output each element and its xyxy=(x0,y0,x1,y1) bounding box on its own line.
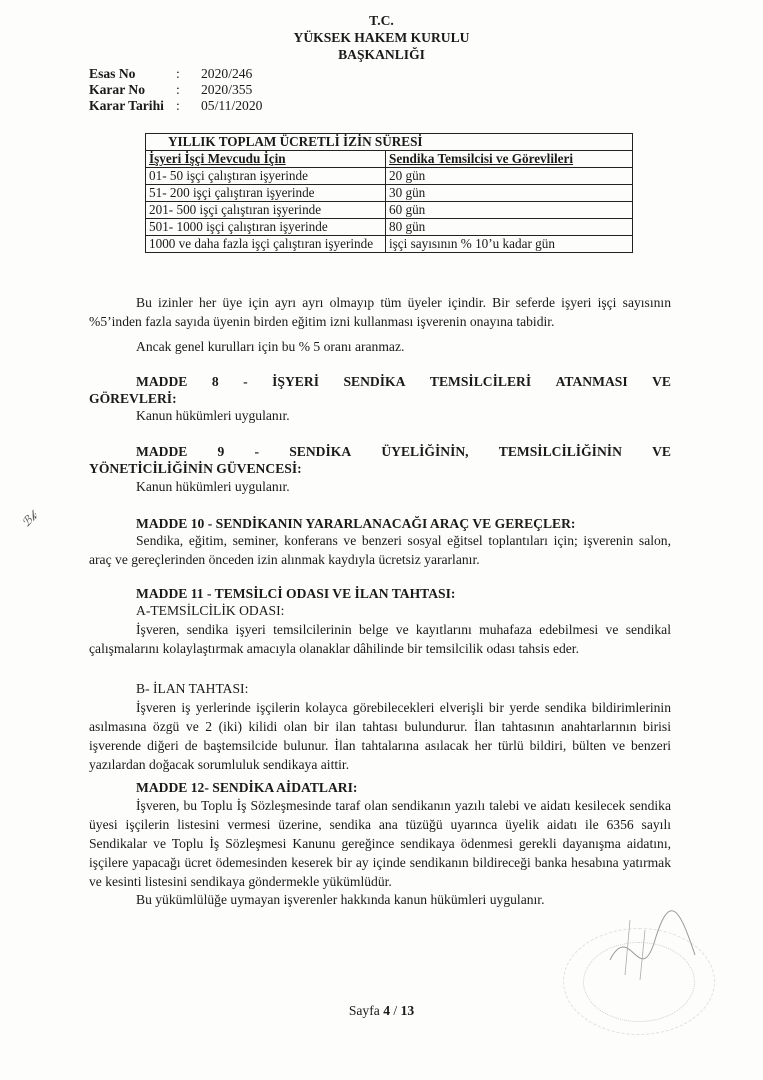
row-days: 60 gün xyxy=(386,202,633,219)
title-word: MADDE xyxy=(136,444,188,459)
row-range: 201- 500 işçi çalıştıran işyerinde xyxy=(146,202,386,219)
article-8-title xyxy=(136,373,671,391)
table-row xyxy=(146,202,633,219)
article-11-sub-a: A-TEMSİLCİLİK ODASI: xyxy=(136,603,285,618)
title-word: TEMSİLCİLİĞİNİN xyxy=(498,444,622,459)
title-word: SENDİKA xyxy=(289,444,352,459)
handwritten-initial-icon: ℬ𝓀 xyxy=(19,508,41,530)
table-row xyxy=(146,219,633,236)
article-9-title-cont: YÖNETİCİLİĞİNİN GÜVENCESİ: xyxy=(89,461,302,476)
title-word: - xyxy=(254,444,260,459)
table-title: YILLIK TOPLAM ÜCRETLİ İZİN SÜRESİ xyxy=(146,134,633,151)
header-tc: T.C. xyxy=(369,13,394,28)
title-word: 9 xyxy=(217,444,225,459)
table-title-row xyxy=(146,134,633,151)
row-days: işçi sayısının % 10’u kadar gün xyxy=(386,236,633,253)
row-range: 501- 1000 işçi çalıştıran işyerinde xyxy=(146,219,386,236)
table-row xyxy=(146,185,633,202)
title-word: VE xyxy=(652,374,671,389)
tarih-value: 05/11/2020 xyxy=(201,98,263,113)
row-days: 80 gün xyxy=(386,219,633,236)
article-12-body-2: Bu yükümlülüğe uymayan işverenler hakkında kanun hükümleri uygulanır. xyxy=(136,892,545,907)
article-10-title: MADDE 10 - SENDİKANIN YARARLANACAĞI ARAÇ VE GEREÇLER: xyxy=(136,516,576,531)
article-8-body: Kanun hükümleri uygulanır. xyxy=(136,408,290,423)
karar-label: Karar No xyxy=(89,82,146,97)
row-range: 51- 200 işçi çalıştıran işyerinde xyxy=(146,185,386,202)
article-11-title: MADDE 11 - TEMSİLCİ ODASI VE İLAN TAHTASI: xyxy=(136,586,456,601)
page-total: 13 xyxy=(400,1003,415,1018)
title-word: İŞYERİ xyxy=(272,374,319,389)
article-12-title: MADDE 12- SENDİKA AİDATLARI: xyxy=(136,780,358,795)
header-institution: YÜKSEK HAKEM KURULU xyxy=(293,30,470,45)
row-range: 1000 ve daha fazla işçi çalıştıran işyerinde xyxy=(146,236,386,253)
row-days: 20 gün xyxy=(386,168,633,185)
page-current: 4 xyxy=(383,1003,390,1018)
row-range: 01- 50 işçi çalıştıran işyerinde xyxy=(146,168,386,185)
title-word: SENDİKA xyxy=(343,374,406,389)
header-presidency: BAŞKANLIĞI xyxy=(338,47,425,62)
title-word: ÜYELİĞİNİN, xyxy=(381,444,469,459)
karar-value: 2020/355 xyxy=(201,82,253,97)
article-8-title-cont: GÖREVLERİ: xyxy=(89,391,177,406)
col2-header: Sendika Temsilcisi ve Görevlileri xyxy=(386,151,633,168)
colon: : xyxy=(176,82,180,97)
tarih-label: Karar Tarihi xyxy=(89,98,164,113)
colon: : xyxy=(176,66,180,81)
esas-value: 2020/246 xyxy=(201,66,253,81)
article-10-body: Sendika, eğitim, seminer, konferans ve benzeri sosyal eğitsel toplantıları için; işverenin salon, araç ve gereçlerinden önceden izin alınmak kaydıyla ücretsiz yararlanır. xyxy=(89,533,671,567)
paragraph-leave-rules: Bu izinler her üye için ayrı ayrı olmayıp tüm üyeler içindir. Bir seferde işyeri işçi sayısının %5’inden fazla sayıda üyenin birden eğitim izni kullanması işverenin onayına tabidir. xyxy=(89,295,671,329)
article-12-body: İşveren, bu Toplu İş Sözleşmesinde taraf olan sendikanın yazılı talebi ve aidatı kesilecek sendika üyesi işçilerin listesini vermesi üzerine, sendika ana tüzüğü uyarınca üyelik aidatı ile 6356 sayılı Sendikalar ve Toplu İş Sözleşmesi Kanunu gereğince sendikaya ödenmesi gerekli dayanışma aidatını, işçilere yapacağı ücret ödemesinden keserek bir ay içinde sendikanın bildireceği banka hesabına yatırmak ve kesinti listesini sendikaya göndermekle yükümlüdür. xyxy=(89,798,671,889)
title-word: 8 xyxy=(211,374,219,389)
meta-block xyxy=(89,66,263,114)
row-days: 30 gün xyxy=(386,185,633,202)
article-11-body-b: İşveren iş yerlerinde işçilerin kolayca görebilecekleri elverişli bir yerde sendika bildirimlerinin asılmasına özgü ve 2 (iki) kilidi olan bir ilan tahtası bulundurur. İlan tahtasının anahtarlarının birisi işverende diğeri de baştemsilcide bulunur. İlan tahtalarına asılacak her türlü bildiri, bülten ve benzeri yazılardan doğacak sorumluluk sendikaya aittir. xyxy=(89,700,671,772)
page-separator: / xyxy=(389,1003,401,1018)
table-row xyxy=(146,168,633,185)
article-9-title xyxy=(136,443,671,461)
page-prefix: Sayfa xyxy=(348,1003,384,1018)
table-row xyxy=(146,236,633,253)
title-word: TEMSİLCİLERİ xyxy=(429,374,532,389)
esas-label: Esas No xyxy=(89,66,136,81)
leave-table xyxy=(145,133,633,253)
title-word: ATANMASI xyxy=(555,374,628,389)
signature-icon xyxy=(600,900,710,1000)
paragraph-general-assembly: Ancak genel kurulları için bu % 5 oranı aranmaz. xyxy=(136,339,405,354)
article-11-body-a: İşveren, sendika işyeri temsilcilerinin belge ve kayıtlarını muhafaza edebilmesi ve sendikal çalışmalarını kolaylaştırmak amacıyla olanaklar dâhilinde bir temsilcilik odası tahsis eder. xyxy=(89,622,671,656)
title-word: MADDE xyxy=(136,374,188,389)
title-word: - xyxy=(243,374,248,389)
title-word: VE xyxy=(652,444,671,459)
colon: : xyxy=(176,98,180,113)
article-11-sub-b: B- İLAN TAHTASI: xyxy=(136,681,249,696)
article-9-body: Kanun hükümleri uygulanır. xyxy=(136,479,290,494)
page-number xyxy=(0,1003,763,1019)
col1-header: İşyeri İşçi Mevcudu İçin xyxy=(146,151,386,168)
table-header-row xyxy=(146,151,633,168)
